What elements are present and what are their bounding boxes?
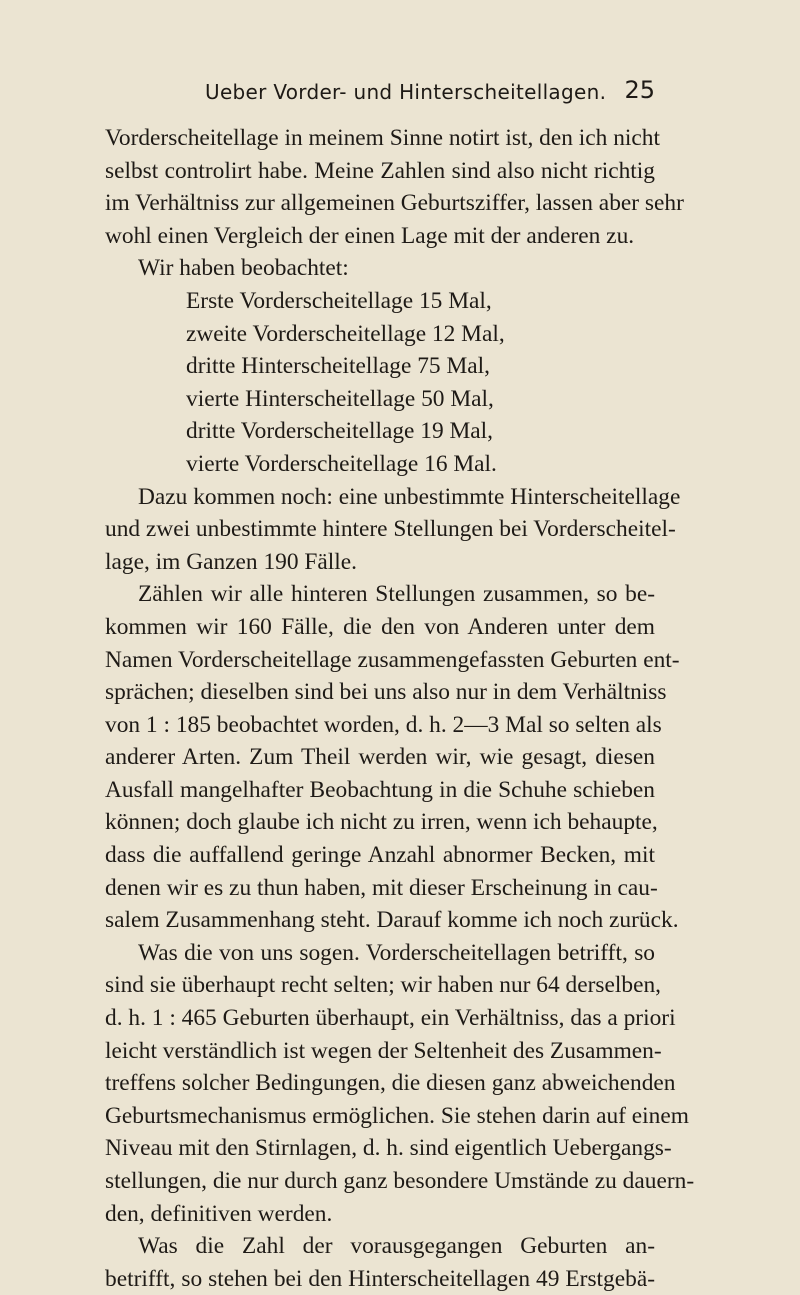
observation-list-item: vierte Vorderscheitellage 16 Mal. bbox=[186, 450, 497, 477]
text-line: Geburtsmechanismus ermöglichen. Sie stehen darin auf einem bbox=[105, 1102, 689, 1129]
observation-list-item: dritte Hinterscheitellage 75 Mal, bbox=[186, 353, 490, 380]
text-line: treffens solcher Bedingungen, die diesen ganz abweichenden bbox=[105, 1070, 676, 1097]
text-line: Was die von uns sogen. Vorderscheitellagen betrifft, so bbox=[138, 939, 655, 966]
text-line: von 1 : 185 beobachtet worden, d. h. 2—3 Mal so selten als bbox=[105, 711, 662, 738]
text-line: und zwei unbestimmte hintere Stellungen bei Vorderscheitel- bbox=[105, 516, 676, 543]
text-line: Vorderscheitellage in meinem Sinne notirt ist, den ich nicht bbox=[105, 125, 660, 151]
body-text bbox=[105, 122, 695, 1295]
page-number: 25 bbox=[624, 76, 655, 104]
text-line: den, definitiven werden. bbox=[105, 1200, 333, 1227]
running-header bbox=[105, 76, 655, 116]
text-line: Dazu kommen noch: eine unbestimmte Hinterscheitellage bbox=[138, 483, 681, 510]
text-line: betrifft, so stehen bei den Hinterscheitellagen 49 Erstgebä- bbox=[105, 1265, 655, 1292]
text-line: denen wir es zu thun haben, mit dieser Erscheinung in cau- bbox=[105, 874, 658, 901]
text-line: selbst controlirt habe. Meine Zahlen sind also nicht richtig bbox=[105, 157, 655, 184]
text-line: wohl einen Vergleich der einen Lage mit der anderen zu. bbox=[105, 222, 635, 249]
text-line: Niveau mit den Stirnlagen, d. h. sind eigentlich Uebergangs- bbox=[105, 1135, 672, 1162]
observation-list-item: dritte Vorderscheitellage 19 Mal, bbox=[186, 418, 494, 445]
text-line: d. h. 1 : 465 Geburten überhaupt, ein Verhältniss, das a priori bbox=[105, 1005, 676, 1032]
text-line: sprächen; dieselben sind bei uns also nur in dem Verhältniss bbox=[105, 679, 667, 706]
observation-list-item: Erste Vorderscheitellage 15 Mal, bbox=[186, 287, 492, 314]
text-line: Zählen wir alle hinteren Stellungen zusammen, so be- bbox=[138, 581, 655, 608]
text-line: im Verhältniss zur allgemeinen Geburtsziffer, lassen aber sehr bbox=[105, 190, 684, 217]
text-line: dass die auffallend geringe Anzahl abnormer Becken, mit bbox=[105, 842, 655, 869]
text-line: anderer Arten. Zum Theil werden wir, wie gesagt, diesen bbox=[105, 744, 655, 771]
text-line: Ausfall mangelhafter Beobachtung in die Schuhe schieben bbox=[105, 776, 655, 803]
text-line: lage, im Ganzen 190 Fälle. bbox=[105, 548, 358, 575]
text-line: Wir haben beobachtet: bbox=[138, 255, 349, 282]
observation-list-item: vierte Hinterscheitellage 50 Mal, bbox=[186, 385, 494, 412]
text-line: salem Zusammenhang steht. Darauf komme ich noch zurück. bbox=[105, 907, 679, 934]
text-line: stellungen, die nur durch ganz besondere Umstände zu dauern- bbox=[105, 1168, 695, 1194]
text-line: Was die Zahl der vorausgegangen Geburten an- bbox=[138, 1233, 655, 1260]
text-line: kommen wir 160 Fälle, die den von Anderen unter dem bbox=[105, 613, 655, 640]
text-line: Namen Vorderscheitellage zusammengefassten Geburten ent- bbox=[105, 646, 680, 673]
observation-list-item: zweite Vorderscheitellage 12 Mal, bbox=[186, 320, 505, 347]
running-title: Ueber Vorder- und Hinterscheitellagen. bbox=[205, 80, 607, 104]
text-line: leicht verständlich ist wegen der Seltenheit des Zusammen- bbox=[105, 1037, 662, 1064]
text-line: können; doch glaube ich nicht zu irren, wenn ich behaupte, bbox=[105, 809, 658, 836]
text-line: sind sie überhaupt recht selten; wir haben nur 64 derselben, bbox=[105, 972, 662, 999]
